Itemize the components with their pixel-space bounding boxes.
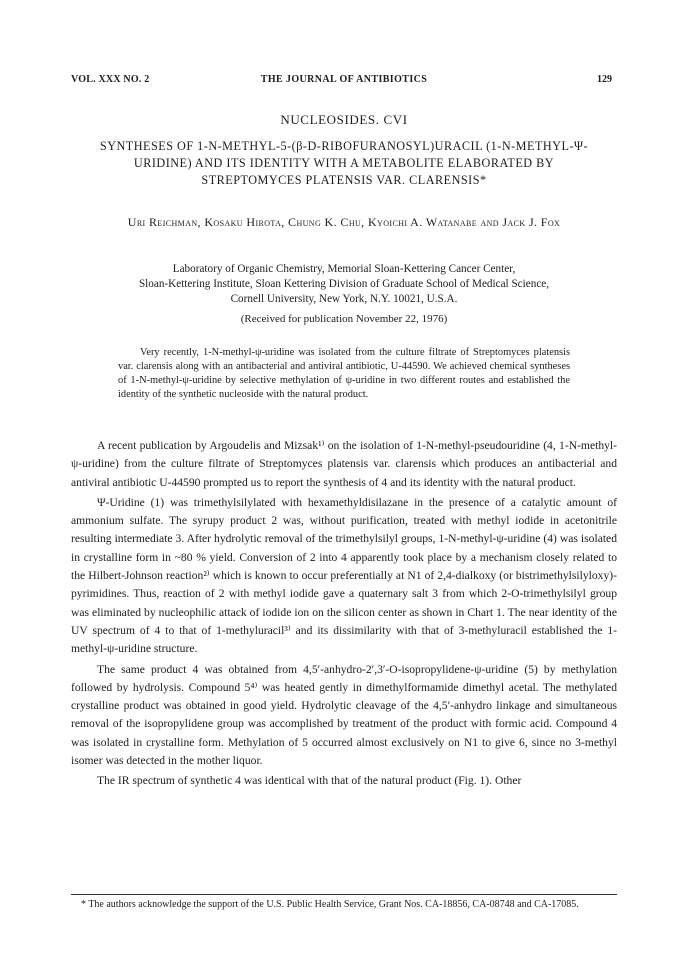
received-date: (Received for publication November 22, 1976) [240,313,448,325]
author-list: Uri Reichman, Kosaku Hirota, Chung K. Chu, Kyoichi A. Watanabe and Jack J. Fox [127,215,561,229]
affiliation [60,262,628,307]
footnote-divider [71,894,617,895]
article-subtitle: SYNTHESES OF 1-N-METHYL-5-(β-D-RIBOFURANOSYL)URACIL (1-N-METHYL-Ψ-URIDINE) AND ITS IDENTITY WITH A METABOLITE ELABORATED BY STREPTOMYCES PLATENSIS VAR. CLARENSIS* [99,139,589,187]
body-paragraph: The IR spectrum of synthetic 4 was identical with that of the natural product (Fig. 1). Other [97,774,522,788]
journal-name: THE JOURNAL OF ANTIBIOTICS [260,74,428,85]
footnote-text: * The authors acknowledge the support of the U.S. Public Health Service, Grant Nos. CA-18856, CA-08748 and CA-17085. [81,899,579,910]
page-number: 129 [597,74,612,85]
article-title: NUCLEOSIDES. CVI [280,112,408,127]
abstract-text: Very recently, 1-N-methyl-ψ-uridine was isolated from the culture filtrate of Streptomyces platensis var. clarensis along with an antibacterial and antiviral antibiotic, U-44590. We achieved chemical syntheses of 1-N-methyl-ψ-uridine by selective methylation of ψ-uridine in two different routes and established the identity of the synthetic nucleoside with the natural product. [118,347,570,400]
footnote [71,898,617,912]
body-paragraph: Ψ-Uridine (1) was trimethylsilylated with hexamethyldisilazane in the presence of a catalytic amount of ammonium sulfate. The syrupy product 2 was, without purification, treated with methyl iodide in acetonitrile resulting intermediate 3. After hydrolytic removal of the trimethylsilyl groups, 1-N-methyl-ψ-uridine (4) was isolated in crystalline form in ~80 % yield. Conversion of 2 into 4 apparently took place by a mechanism closely related to the Hilbert-Johnson reaction²⁾ which is known to occur preferentially at N1 of 2,4-dialkoxy (or bistrimethylsilyloxy)-pyrimidines. Thus, reaction of 2 with methyl iodide gave a quaternary salt 3 from which 2-O-trimethylsilyl group was eliminated by nucleophilic attack of iodide ion on the silicon center as shown in Chart 1. The near identity of the UV spectrum of 4 to that of 1-methyluracil³⁾ and its dissimilarity with that of 3-methyluracil established the 1-methyl-ψ-uridine structure. [71,495,617,656]
abstract [118,346,570,402]
affiliation-line: Sloan-Kettering Institute, Sloan Kettering Division of Graduate School of Medical Science, [138,278,550,290]
running-header [0,74,688,90]
body-text [71,437,617,793]
body-paragraph: A recent publication by Argoudelis and Mizsak¹⁾ on the isolation of 1-N-methyl-pseudouridine (4, 1-N-methyl-ψ-uridine) from the culture filtrate of Streptomyces platensis var. clarensis which produces an antibacterial and antiviral antibiotic U-44590 prompted us to report the synthesis of 4 and its identity with the natural product. [71,439,617,489]
affiliation-line: Cornell University, New York, N.Y. 10021, U.S.A. [230,293,458,305]
affiliation-line: Laboratory of Organic Chemistry, Memorial Sloan-Kettering Cancer Center, [172,263,516,275]
body-paragraph: The same product 4 was obtained from 4,5′-anhydro-2′,3′-O-isopropylidene-ψ-uridine (5) by methylation followed by hydrolysis. Compound 5⁴⁾ was heated gently in dimethylformamide dimethyl acetal. The methylated crystalline product was obtained in good yield. Hydrolytic cleavage of the 4,5′-anhydro linkage and simultaneous removal of the isopropylidene group was accomplished by treatment of the product with formic acid. Compound 4 was isolated in crystalline form. Methylation of 5 occurred almost exclusively on N1 to give 6, since no 3-methyl isomer was detected in the mother liquor. [71,662,617,768]
volume-label: VOL. XXX NO. 2 [71,74,150,85]
